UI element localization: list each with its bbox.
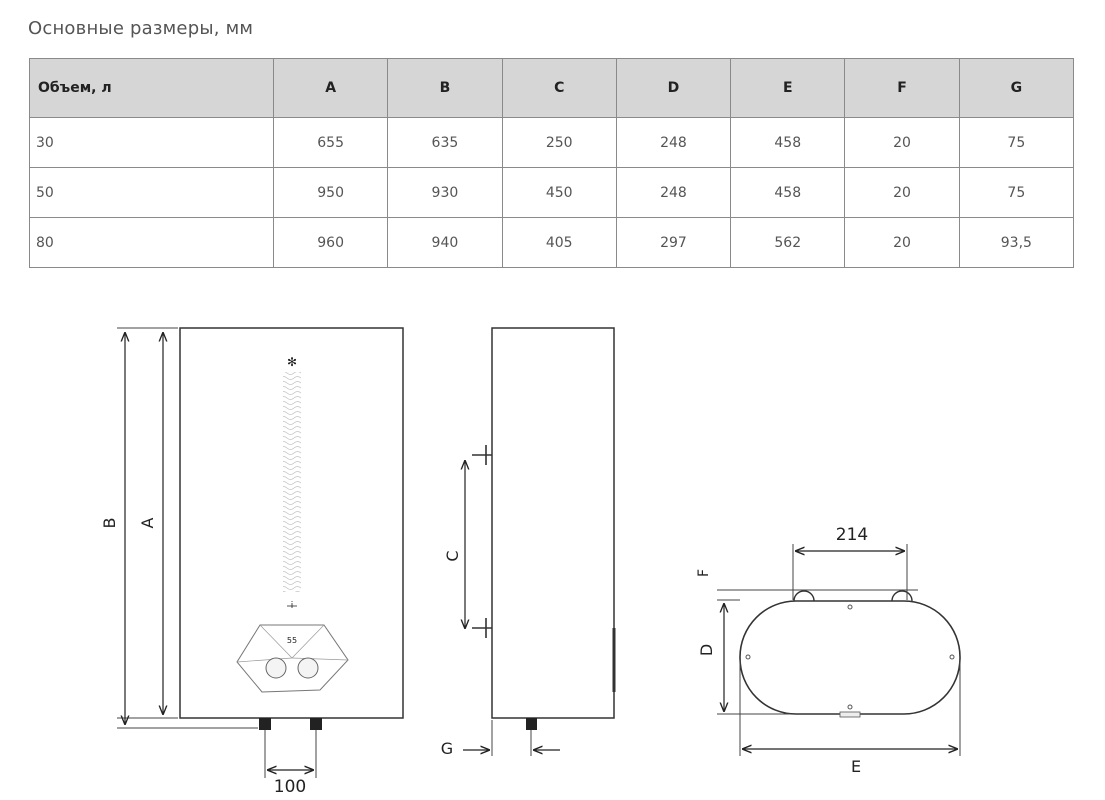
cell-d: 248 [616, 168, 730, 218]
header-d: D [616, 59, 730, 118]
cell-volume: 80 [30, 218, 274, 268]
cell-a: 950 [274, 168, 388, 218]
cell-g: 75 [959, 168, 1073, 218]
front-pipe-right [310, 718, 322, 730]
indicator-icon: i [290, 601, 294, 611]
dimension-d-label: D [697, 643, 716, 657]
right-knob [298, 658, 318, 678]
table-row [30, 168, 1074, 218]
side-body-outline [492, 328, 614, 718]
cell-b: 635 [388, 118, 502, 168]
cell-d: 248 [616, 118, 730, 168]
dimension-b-label: B [100, 517, 119, 529]
dimension-c-label: C [443, 550, 462, 562]
cell-volume: 30 [30, 118, 274, 168]
decorative-pattern [283, 355, 301, 611]
header-g: G [959, 59, 1073, 118]
dimension-f-label: F [696, 568, 712, 578]
cell-e: 562 [731, 218, 845, 268]
pipe-spacing-label: 100 [273, 777, 307, 797]
side-pipe [526, 718, 537, 730]
bottom-view [696, 525, 960, 776]
cell-f: 20 [845, 118, 959, 168]
cell-c: 250 [502, 118, 616, 168]
bracket-spacing-label: 214 [835, 525, 869, 545]
page-title: Основные размеры, мм [28, 18, 254, 39]
cell-b: 930 [388, 168, 502, 218]
header-e: E [731, 59, 845, 118]
bottom-body-outline [740, 601, 960, 714]
cell-g: 75 [959, 118, 1073, 168]
top-mount-bracket [472, 445, 492, 465]
cell-g: 93,5 [959, 218, 1073, 268]
cell-d: 297 [616, 218, 730, 268]
dimensions-table [29, 58, 1074, 268]
cell-c: 405 [502, 218, 616, 268]
cell-a: 655 [274, 118, 388, 168]
cell-c: 450 [502, 168, 616, 218]
cell-e: 458 [731, 168, 845, 218]
dimension-e-label: E [850, 757, 862, 776]
dimension-g-label: G [440, 739, 454, 758]
cell-e: 458 [731, 118, 845, 168]
dimension-a-label: A [138, 517, 157, 529]
cell-volume: 50 [30, 168, 274, 218]
table-row [30, 118, 1074, 168]
bottom-mount-bracket [472, 618, 492, 638]
cell-f: 20 [845, 218, 959, 268]
header-volume: Объем, л [30, 59, 274, 118]
table-header-row [30, 59, 1074, 118]
cell-b: 940 [388, 218, 502, 268]
side-view [441, 328, 614, 758]
front-pipe-left [259, 718, 271, 730]
snowflake-icon: ✻ [286, 355, 298, 369]
table-row [30, 218, 1074, 268]
cell-a: 960 [274, 218, 388, 268]
header-b: B [388, 59, 502, 118]
header-c: C [502, 59, 616, 118]
header-a: A [274, 59, 388, 118]
header-f: F [845, 59, 959, 118]
cell-f: 20 [845, 168, 959, 218]
panel-display-readout: 55 [286, 636, 298, 645]
technical-drawing [0, 300, 1105, 800]
front-view [100, 328, 403, 797]
left-knob [266, 658, 286, 678]
